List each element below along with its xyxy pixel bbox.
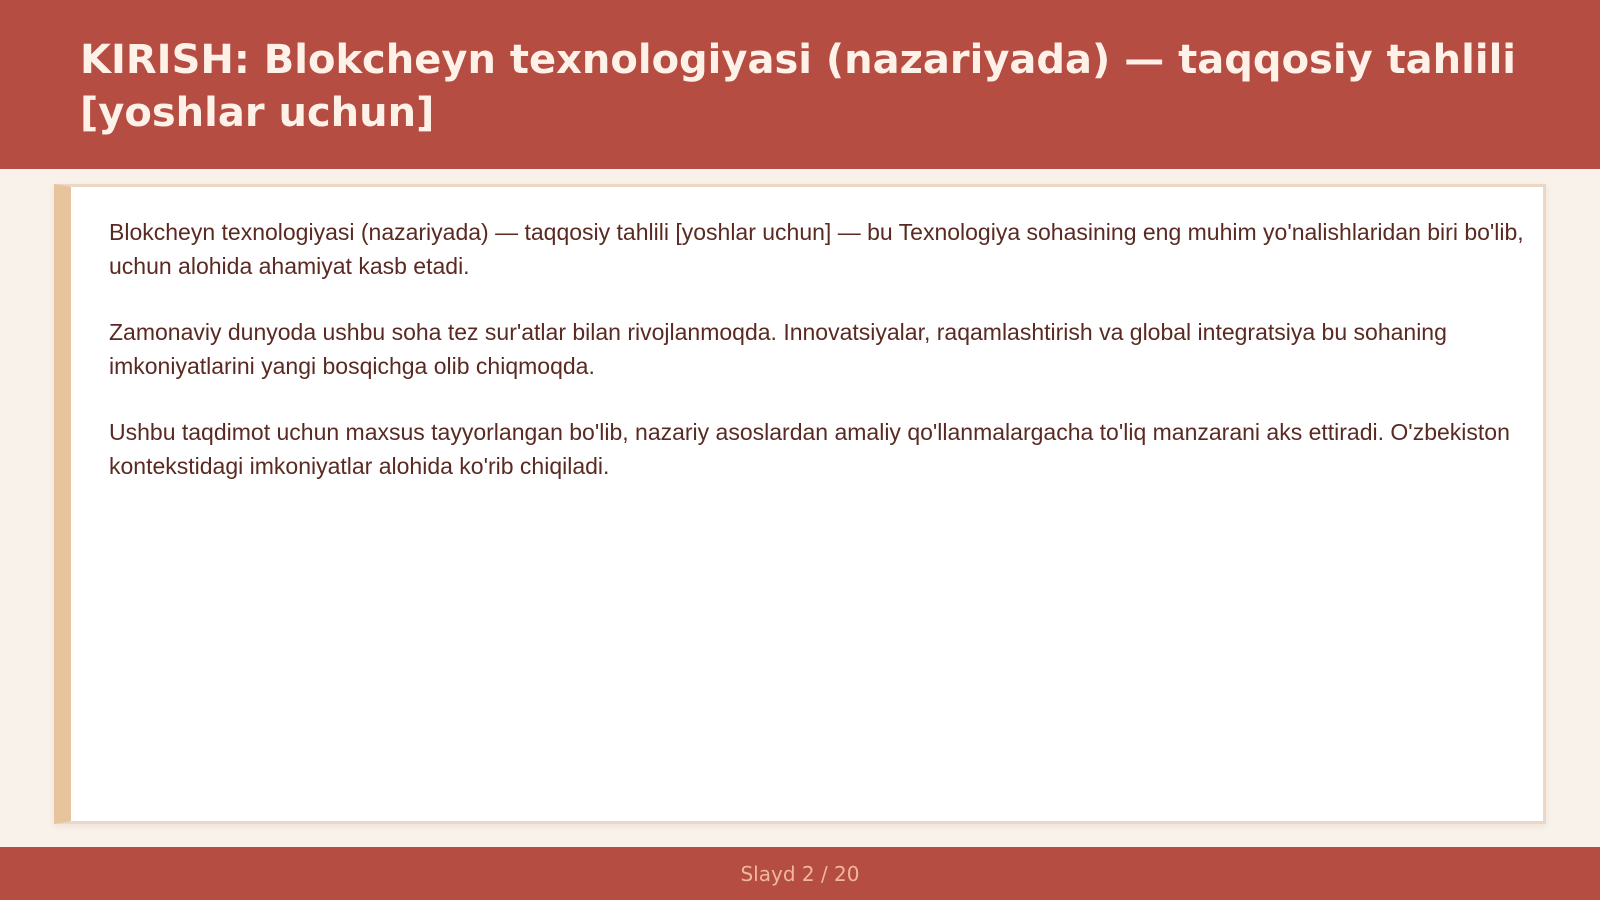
- slide-footer: [0, 847, 1600, 900]
- content-card: [54, 184, 1546, 824]
- content-body: [109, 215, 1529, 515]
- paragraph-intro: Blokcheyn texnologiyasi (nazariyada) — taqqosiy tahlili [yoshlar uchun] — bu Texnologiya sohasining eng muhim yo'nalishlaridan biri bo'lib, uchun alohida ahamiyat kasb etadi.: [109, 219, 1524, 279]
- paragraph-presentation: Ushbu taqdimot uchun maxsus tayyorlangan bo'lib, nazariy asoslardan amaliy qo'llanmalargacha to'liq manzarani aks ettiradi. O'zbekiston kontekstidagi imkoniyatlar alohida ko'rib chiqiladi.: [109, 419, 1510, 479]
- paragraph-modern-world: Zamonaviy dunyoda ushbu soha tez sur'atlar bilan rivojlanmoqda. Innovatsiyalar, raqamlashtirish va global integratsiya bu sohaning imkoniyatlarini yangi bosqichga olib chiqmoqda.: [109, 319, 1447, 379]
- slide-title: KIRISH: Blokcheyn texnologiyasi (nazariyada) — taqqosiy tahlili [yoshlar uchun]: [80, 37, 1516, 136]
- slide-number: Slayd 2 / 20: [740, 861, 860, 886]
- slide-header: [0, 0, 1600, 169]
